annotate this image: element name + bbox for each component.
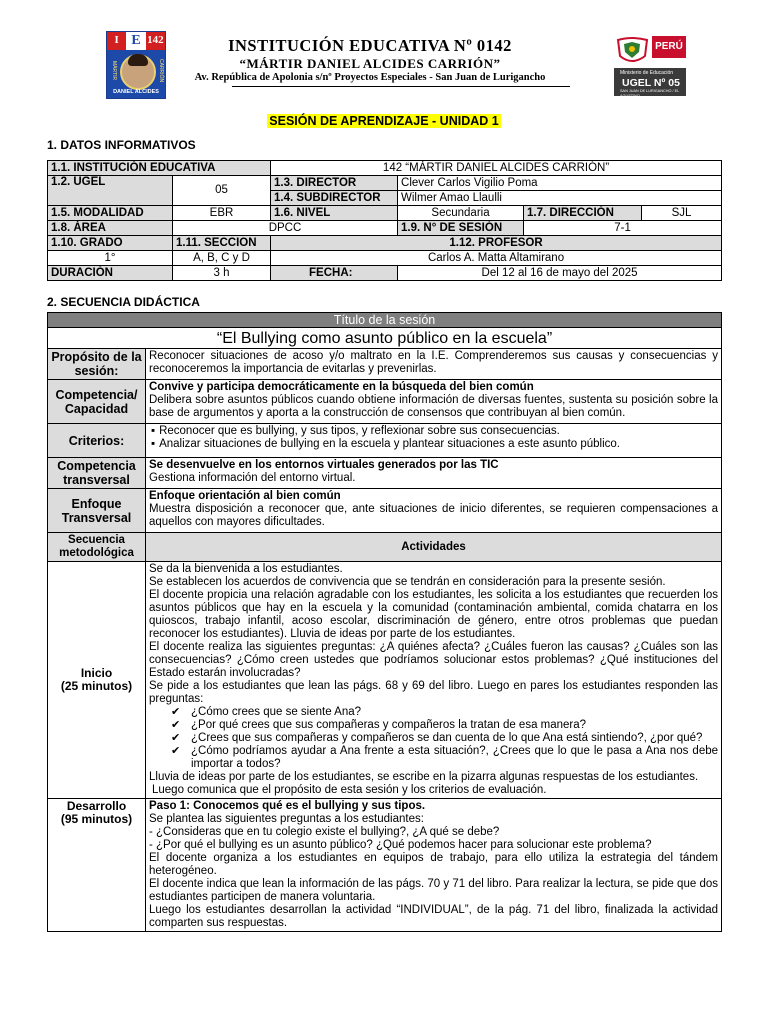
school-name: INSTITUCIÓN EDUCATIVA Nº 0142	[228, 36, 512, 55]
ugel-badge	[614, 68, 686, 96]
logo-flag	[107, 32, 165, 50]
inicio-paragraph: Lluvia de ideas por parte de los estudiantes, se escribe en la pizarra algunas respuestas de los estudiantes.	[149, 771, 699, 783]
list-item: ✔ ¿Crees que sus compañeras y compañeros se dan cuenta de lo que Ana está sintiendo?, ¿por qué?	[171, 732, 718, 745]
secuencia-label: Secuencia metodológica	[48, 533, 146, 562]
inicio-paragraph: Luego comunica que el propósito de esta sesión y los criterios de evaluación.	[152, 784, 547, 796]
table-row	[48, 458, 722, 489]
peru-badge: PERÚ	[652, 36, 686, 58]
table-row	[48, 328, 722, 349]
list-item: ▪ Reconocer que es bullying, y sus tipos, y reflexionar sobre sus consecuencias.	[161, 425, 718, 438]
titulo-label: Título de la sesión	[48, 313, 722, 328]
logo-flag-mid: E	[126, 32, 145, 50]
table-row	[48, 161, 722, 176]
logo-caption: DANIEL ALCIDES	[113, 89, 159, 96]
logo-flag-left: I	[107, 32, 126, 50]
desarrollo-step: Paso 1: Conocemos qué es el bullying y sus tipos.	[149, 800, 426, 812]
table-row	[48, 236, 722, 251]
subdirector-value: Wilmer Amao Llaulli	[398, 191, 722, 206]
modalidad-value: EBR	[173, 206, 271, 221]
session-title-text: SESIÓN DE APRENDIZAJE - UNIDAD 1	[269, 114, 499, 128]
table-row	[48, 349, 722, 380]
school-address: Av. República de Apolonia s/nº Proyectos Especiales - San Juan de Lurigancho	[194, 72, 546, 83]
logo-flag-right: 142	[146, 32, 165, 50]
desarrollo-paragraph: Luego los estudiantes desarrollan la actividad “INDIVIDUAL”, de la pág. 71 del libro, finalizada la actividad comparten sus respuestas.	[149, 904, 719, 929]
table-row	[48, 799, 722, 932]
ministry-label: Ministerio de Educación	[620, 70, 674, 76]
duracion-label: DURACIÓN	[48, 266, 173, 281]
duracion-value: 3 h	[173, 266, 271, 281]
inicio-paragraph: El docente propicia una relación agradable con los estudiantes, les solicita a los estudiantes que recuerden los asuntos públicos que hay en la escuela y la comunidad (contaminación ambiental, comida chatarra en los quioscos, trabajo infantil, acoso escolar, discriminación de género, entre otros problemas que puedan reconocer los estudiantes). Lluvia de ideas por parte de los estudiantes.	[149, 589, 719, 640]
competencia-title: Convive y participa democráticamente en la búsqueda del bien común	[149, 381, 534, 393]
list-item: ▪ Analizar situaciones de bullying en la escuela y plantear situaciones a este asunto público.	[161, 438, 718, 451]
table-row	[48, 489, 722, 533]
school-logo	[106, 31, 166, 99]
desarrollo-phase	[48, 799, 146, 932]
comp-transversal-text: Gestiona información del entorno virtual.	[149, 472, 356, 484]
seccion-value: A, B, C y D	[173, 251, 271, 266]
desarrollo-paragraph: El docente organiza a los estudiantes en equipos de trabajo, para ello utiliza la estrategia del tándem heterogéneo.	[149, 852, 719, 877]
grado-value: 1°	[48, 251, 173, 266]
desarrollo-paragraph: - ¿Consideras que en tu colegio existe el bullying?, ¿A qué se debe?	[149, 826, 500, 838]
area-label: 1.8. ÁREA	[48, 221, 173, 236]
desarrollo-time: (95 minutos)	[60, 812, 133, 826]
desarrollo-activities	[146, 799, 722, 932]
inicio-activities	[146, 562, 722, 799]
inicio-paragraph: Se da la bienvenida a los estudiantes.	[149, 563, 343, 575]
table-row	[48, 206, 722, 221]
coat-of-arms-icon	[614, 36, 651, 66]
competencia-label: Competencia/ Capacidad	[48, 380, 146, 424]
inicio-phase	[48, 562, 146, 799]
criterios-label: Criterios:	[48, 424, 146, 458]
table-row	[48, 221, 722, 236]
director-label: 1.3. DIRECTOR	[271, 176, 398, 191]
inicio-time: (25 minutos)	[60, 679, 133, 693]
list-item: ✔ ¿Por qué crees que sus compañeras y compañeros la tratan de esa manera?	[171, 719, 718, 732]
inicio-paragraph: Se pide a los estudiantes que lean las págs. 68 y 69 del libro. Luego en pares los estudiantes responden las preguntas:	[149, 680, 719, 705]
titulo-value: “El Bullying como asunto público en la escuela”	[48, 328, 722, 349]
secuencia-table	[47, 312, 722, 932]
inicio-questions	[149, 706, 718, 771]
competencia-cell	[146, 380, 722, 424]
seccion-label: 1.11. SECCION	[173, 236, 271, 251]
logo-side-left: MÁRTIR	[111, 61, 117, 81]
desarrollo-paragraph: El docente indica que lean la información de las págs. 70 y 71 del libro. Para realizar la lectura, se pide que dos estudiantes participen de manera voluntaria.	[149, 878, 719, 903]
desarrollo-paragraph: - ¿Por qué el bullying es un asunto público? ¿Qué podemos hacer para solucionar este problema?	[149, 839, 652, 851]
profesor-label: 1.12. PROFESOR	[271, 236, 722, 251]
comp-transversal-title: Se desenvuelve en los entornos virtuales generados por las TIC	[149, 459, 499, 471]
table-row	[48, 533, 722, 562]
inicio-paragraph: Se establecen los acuerdos de convivencia que se tendrán en consideración para la presente sesión.	[149, 576, 666, 588]
direccion-value: SJL	[642, 206, 722, 221]
ugel-label-cell: 1.2. UGEL	[48, 176, 173, 206]
enfoque-label: Enfoque Transversal	[48, 489, 146, 533]
school-subtitle: “MÁRTIR DANIEL ALCIDES CARRIÓN”	[239, 56, 501, 71]
competencia-text: Delibera sobre asuntos públicos cuando obtiene información de diversas fuentes, sustenta su posición sobre la base de argumentos y aporta a la construcción de consensos que contribuyan al bien común.	[149, 394, 719, 419]
comp-transversal-cell	[146, 458, 722, 489]
actividades-label: Actividades	[146, 533, 722, 562]
director-value: Clever Carlos Vigilio Poma	[398, 176, 722, 191]
section-heading-secuencia: 2. SECUENCIA DIDÁCTICA	[47, 295, 200, 309]
table-row	[48, 313, 722, 328]
criterios-list	[149, 425, 718, 451]
enfoque-cell	[146, 489, 722, 533]
session-title	[0, 114, 768, 130]
portrait-icon	[120, 54, 156, 90]
ugel-label: UGEL Nº 05	[622, 77, 680, 89]
proposito-label: Propósito de la sesión:	[48, 349, 146, 380]
table-row	[48, 562, 722, 799]
enfoque-title: Enfoque orientación al bien común	[149, 490, 341, 502]
direccion-label: 1.7. DIRECCIÓN	[524, 206, 642, 221]
criterios-cell	[146, 424, 722, 458]
grado-label: 1.10. GRADO	[48, 236, 173, 251]
area-value: DPCC	[173, 221, 398, 236]
table-row	[48, 176, 722, 191]
section-heading-datos: 1. DATOS INFORMATIVOS	[47, 138, 196, 152]
profesor-value: Carlos A. Matta Altamirano	[271, 251, 722, 266]
list-item: ✔ ¿Cómo crees que se siente Ana?	[171, 706, 718, 719]
inicio-label: Inicio	[80, 666, 113, 680]
logo-side-right: CARRIÓN	[158, 59, 164, 83]
fecha-label: FECHA:	[271, 266, 398, 281]
ugel-district-label: SAN JUAN DE LURIGANCHO / EL AGUSTINO	[620, 89, 680, 98]
desarrollo-paragraph: Se plantea las siguientes preguntas a los estudiantes:	[149, 813, 424, 825]
sesion-value: 7-1	[524, 221, 722, 236]
datos-table	[47, 160, 722, 281]
nivel-value: Secundaria	[398, 206, 524, 221]
ugel-value: 05	[173, 176, 271, 206]
desarrollo-label: Desarrollo	[66, 799, 127, 813]
institucion-value: 142 “MÁRTIR DANIEL ALCIDES CARRIÓN”	[271, 161, 722, 176]
modalidad-label: 1.5. MODALIDAD	[48, 206, 173, 221]
header-divider	[232, 86, 570, 87]
table-row	[48, 424, 722, 458]
inicio-paragraph: El docente realiza las siguientes preguntas: ¿A quiénes afecta? ¿Cuáles fueron las causas? ¿Cuáles son las consecuencias? ¿Cómo creen ustedes que podríamos solucionar estos problemas? ¿Qué instituciones del Estado estarán involucradas?	[149, 641, 719, 679]
sesion-label: 1.9. N° DE SESIÓN	[398, 221, 524, 236]
comp-transversal-label: Competencia transversal	[48, 458, 146, 489]
subdirector-label: 1.4. SUBDIRECTOR	[271, 191, 398, 206]
table-row	[48, 380, 722, 424]
fecha-value: Del 12 al 16 de mayo del 2025	[398, 266, 722, 281]
institucion-label: 1.1. INSTITUCIÓN EDUCATIVA	[48, 161, 271, 176]
table-row	[48, 251, 722, 266]
enfoque-text: Muestra disposición a reconocer que, ante situaciones de inicio diferentes, se requieren compensaciones a aquellos con mayores dificultades.	[149, 503, 719, 528]
table-row	[48, 266, 722, 281]
nivel-label: 1.6. NIVEL	[271, 206, 398, 221]
list-item: ✔ ¿Cómo podríamos ayudar a Ana frente a esta situación?, ¿Crees que lo que le pasa a Ana nos debe importar a todos?	[171, 745, 718, 771]
proposito-value: Reconocer situaciones de acoso y/o maltrato en la I.E. Comprenderemos sus causas y consecuencias y reconoceremos la importancia de evitarlas y prevenirlas.	[146, 349, 722, 380]
